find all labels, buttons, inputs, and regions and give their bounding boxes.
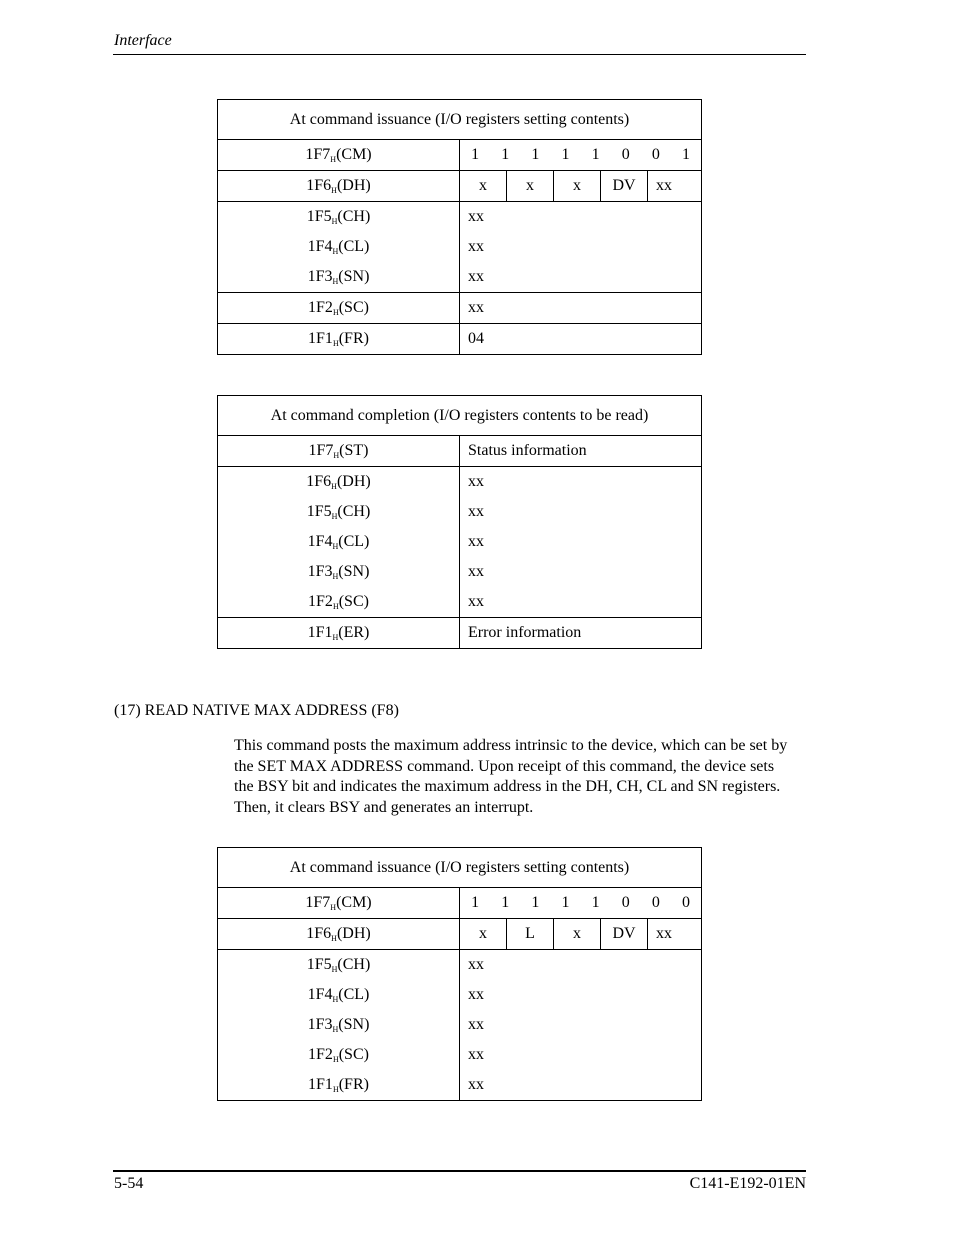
- section-heading: (17) READ NATIVE MAX ADDRESS (F8): [114, 702, 399, 719]
- header-rule: [113, 54, 806, 55]
- register-name: $1F1_H(ER)$: [218, 618, 460, 649]
- register-name: $1F7_H(CM)$: [218, 888, 460, 919]
- page-number: 5-54: [114, 1175, 144, 1192]
- register-group-values: xx xx xx xx xx: [460, 467, 702, 618]
- register-group-names: $1F5_H(CH)$ $1F4_H(CL)$ $1F3_H(SN)$: [218, 202, 460, 293]
- device-head-bits: x L x DV xx: [460, 919, 702, 950]
- command-bits: 1 1 1 1 1 0 0 0: [460, 888, 702, 919]
- footer-rule: [113, 1170, 806, 1172]
- register-name: $1F1_H(FR)$: [218, 324, 460, 355]
- table-issuance-2: [217, 847, 702, 1101]
- table-caption: At command issuance (I/O registers setting contents): [218, 848, 702, 888]
- register-value: 04: [460, 324, 702, 355]
- document-id: C141-E192-01EN: [689, 1175, 806, 1192]
- register-name: $1F6_H(DH)$: [218, 919, 460, 950]
- table-completion: [217, 395, 702, 649]
- register-name: $1F7_H(ST)$: [218, 436, 460, 467]
- register-value: Error information: [460, 618, 702, 649]
- register-group-values: xx xx xx: [460, 202, 702, 293]
- register-name: $1F7_H(CM)$: [218, 140, 460, 171]
- register-group-names: $1F5_H(CH)$ $1F4_H(CL)$ $1F3_H(SN)$ $1F2_H(SC)$ $1F1_H(FR)$: [218, 950, 460, 1101]
- register-name: $1F2_H(SC)$: [218, 293, 460, 324]
- table-caption: At command issuance (I/O registers setting contents): [218, 100, 702, 140]
- register-name: $1F6_H(DH)$: [218, 171, 460, 202]
- device-head-bits: x x x DV xx: [460, 171, 702, 202]
- command-bits: 1 1 1 1 1 0 0 1: [460, 140, 702, 171]
- register-group-names: $1F6_H(DH)$ $1F5_H(CH)$ $1F4_H(CL)$ $1F3_H(SN)$ $1F2_H(SC)$: [218, 467, 460, 618]
- register-value: xx: [460, 293, 702, 324]
- section-paragraph: This command posts the maximum address intrinsic to the device, which can be set by the SET MAX ADDRESS command. Upon receipt of this command, the device sets the BSY bit and indicates the maximum address in the DH, CH, CL and SN registers. Then, it clears BSY and generates an interrupt.: [234, 737, 788, 816]
- running-header: Interface: [114, 32, 172, 49]
- table-issuance-1: [217, 99, 702, 355]
- register-group-values: xx xx xx xx xx: [460, 950, 702, 1101]
- table-caption: At command completion (I/O registers contents to be read): [218, 396, 702, 436]
- register-value: Status information: [460, 436, 702, 467]
